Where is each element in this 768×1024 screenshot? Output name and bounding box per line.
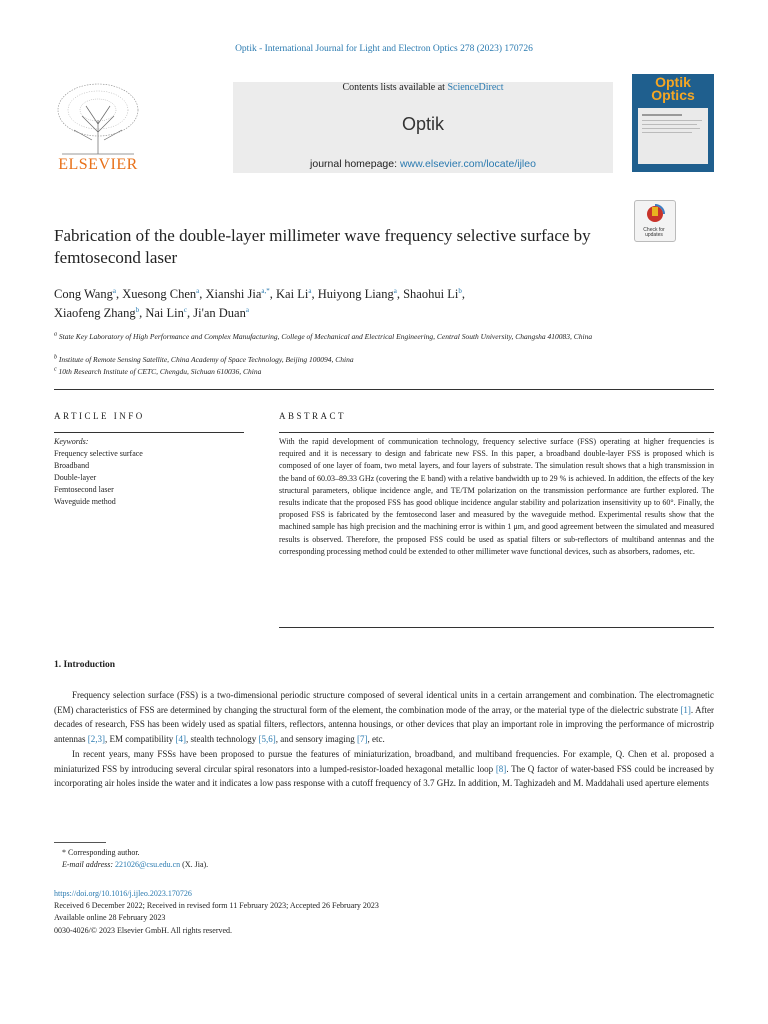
author-line-1	[54, 285, 674, 304]
footnote-rule	[54, 842, 106, 843]
article-title: Fabrication of the double-layer millimeter wave frequency selective surface by femtosecond laser	[54, 226, 591, 267]
author-name[interactable]: Kai Li	[276, 287, 309, 301]
introduction-heading: 1. Introduction	[54, 660, 116, 670]
citation-link[interactable]: [4]	[175, 734, 186, 745]
elsevier-tree-logo	[52, 80, 144, 156]
abstract-text: With the rapid development of communication technology, frequency selective surface (FSS) operating at higher frequencies is required and it is necessary to design and fabricate new FSS. In this paper, a broadband double-layer FSS is proposed which is composed of one layer of foam, two metal layers, and four layers of substrate. The simulation result shows that a high transmission in the band of 60.03–89.33 GHz (covering the E band) with a relative bandwidth up to 29 % is achieved. In addition, the effects of the key structural parameters, oblique incidence angle, and TE/TM polarization on the transmission performance are further explored. The results indicate that the proposed FSS has good oblique incidence angular stability and polarization insensitivity up to 60°. Finally, the proposed FSS is fabricated by the femtosecond laser and measured by the waveguide method. Experimental results show that the machined sample has high precision and the machining error is within 1 μm, and good agreement between the simulated and measured results is observed. Therefore, the proposed FSS could be used as spatial filters or sub-reflectors of multiband antennas and the corresponding processing method could be extended to other millimeter wave functional devices, such as absorbers, radomes, etc.	[279, 437, 714, 556]
abstract-rule	[279, 432, 714, 433]
check-label-line1: Check for	[643, 227, 665, 233]
affiliation-c	[54, 366, 614, 377]
paragraph-text: , etc.	[367, 734, 385, 745]
article-meta	[54, 888, 379, 937]
homepage-prefix: journal homepage:	[310, 158, 400, 170]
keywords-block	[54, 436, 244, 508]
author-separator: ,	[115, 287, 123, 301]
author-separator: ,	[396, 287, 404, 301]
author-affiliation-marker[interactable]: a	[393, 286, 397, 295]
author-separator: ,	[186, 306, 194, 320]
citation-link[interactable]: [5,6]	[258, 734, 276, 745]
introduction-paragraph-1	[54, 688, 714, 747]
keyword-item: Femtosecond laser	[54, 485, 114, 494]
author-name[interactable]: Ji'an Duan	[193, 306, 246, 320]
author-affiliation-marker[interactable]: a,*	[261, 286, 270, 295]
email-link[interactable]: 221026@csu.edu.cn	[115, 860, 181, 869]
keyword-item: Double-layer	[54, 473, 97, 482]
introduction-body	[54, 688, 714, 791]
author-name[interactable]: Shaohui Li	[403, 287, 459, 301]
author-line-2	[54, 304, 674, 323]
keywords-list	[54, 448, 244, 508]
affiliation-c-marker: c	[54, 366, 57, 373]
keyword-item: Broadband	[54, 461, 90, 470]
paragraph-text: . The Q factor of water-based FSS could be increased by incorporating air holes inside the water and it indicates a low pass response with a cutoff frequency of 3.7 GHz. In addition, M. Taghizadeh and M. Maddahali used aperture elements	[54, 763, 715, 789]
email-note	[62, 859, 208, 870]
author-affiliation-marker[interactable]: a	[196, 286, 200, 295]
sciencedirect-link[interactable]: ScienceDirect	[447, 82, 504, 93]
cover-title-line1: Optik	[655, 74, 691, 90]
affiliation-b-text: Institute of Remote Sensing Satellite, China Academy of Space Technology, Beijing 100094, China	[58, 355, 354, 364]
check-label-line2: updates	[645, 232, 663, 238]
email-label: E-mail address:	[62, 860, 114, 869]
author-affiliation-marker[interactable]: a	[112, 286, 116, 295]
abstract-heading: ABSTRACT	[279, 411, 347, 421]
citation-link[interactable]: [1]	[680, 704, 691, 715]
paragraph-text: , EM compatibility	[105, 734, 176, 745]
author-name[interactable]: Xuesong Chen	[122, 287, 197, 301]
paragraph-text: , and sensory imaging	[275, 734, 357, 745]
header-rule	[54, 389, 714, 390]
author-separator: ,	[139, 306, 146, 320]
running-title[interactable]: Optik - International Journal for Light and Electron Optics 278 (2023) 170726	[235, 44, 533, 54]
abstract-bottom-rule	[279, 627, 714, 628]
doi-link[interactable]: https://doi.org/10.1016/j.ijleo.2023.170726	[54, 889, 192, 898]
keyword-item: Frequency selective surface	[54, 449, 143, 458]
paragraph-text: , stealth technology	[186, 734, 259, 745]
contents-line	[233, 82, 613, 93]
affiliation-b	[54, 354, 614, 365]
author-separator: ,	[311, 287, 318, 301]
paragraph-text: . After decades of research, FSS has been widely used as spatial filters, reflectors, antenna housings, or other devices that play an important role in improving the performance of microstrip antennas	[54, 704, 714, 745]
cover-title-line2: Optics	[651, 87, 695, 103]
check-updates-icon	[635, 201, 675, 225]
received-dates: Received 6 December 2022; Received in revised form 11 February 2023; Accepted 26 February 2023	[54, 901, 379, 911]
paragraph-text: In recent years, many FSSs have been proposed to pursue the features of miniaturization, broadband, and multiband frequencies. For example, Q. Chen et al. proposed a miniaturized FSS by introducing several circular spiral resonators into a lumped-resistor-loaded hexagonal metallic loop	[54, 748, 714, 774]
copyright: 0030-4026/© 2023 Elsevier GmbH. All rights reserved.	[54, 925, 233, 935]
citation-link[interactable]: [2,3]	[87, 734, 105, 745]
author-separator: ,	[199, 287, 206, 301]
journal-homepage	[233, 158, 613, 170]
contents-prefix: Contents lists available at	[342, 82, 448, 93]
homepage-link[interactable]: www.elsevier.com/locate/ijleo	[399, 158, 536, 170]
author-list	[54, 285, 674, 323]
author-name[interactable]: Cong Wang	[54, 287, 113, 301]
author-separator: ,	[461, 287, 465, 301]
author-affiliation-marker[interactable]: a	[245, 305, 249, 314]
author-affiliation-marker[interactable]: b	[458, 286, 462, 295]
author-affiliation-marker[interactable]: b	[135, 305, 140, 314]
author-affiliation-marker[interactable]: a	[308, 286, 312, 295]
keyword-item: Waveguide method	[54, 497, 116, 506]
author-name[interactable]: Nai Lin	[145, 306, 184, 320]
journal-name: Optik	[401, 114, 444, 134]
affiliation-a	[54, 331, 614, 342]
email-suffix: (X. Jia).	[180, 860, 209, 869]
affiliation-c-text: 10th Research Institute of CETC, Chengdu, Sichuan 610036, China	[58, 367, 262, 376]
elsevier-wordmark: ELSEVIER	[58, 156, 138, 173]
cover-title	[632, 76, 714, 102]
affiliation-b-marker: b	[54, 354, 57, 361]
author-name[interactable]: Huiyong Liang	[317, 287, 394, 301]
check-for-updates-label	[634, 228, 674, 238]
citation-link[interactable]: [8]	[495, 763, 507, 774]
introduction-paragraph-2	[54, 747, 714, 791]
affiliation-a-marker: a	[54, 331, 57, 338]
author-separator: ,	[269, 287, 277, 301]
author-affiliation-marker[interactable]: c	[183, 305, 187, 314]
affiliation-a-text: State Key Laboratory of High Performance and Complex Manufacturing, College of Mechanical and Electrical Engineering, Central South University, Changsha 410083, China	[58, 332, 593, 341]
keywords-label: Keywords:	[54, 437, 89, 446]
paragraph-text: Frequency selection surface (FSS) is a two-dimensional periodic structure composed of several identical units in a certain arrangement and combination. The electromagnetic (EM) characteristics of FSS are determined by changing the structural form of the element, the combination mode of the array, or the material type of the dielectric substrate	[54, 690, 714, 715]
corresponding-author-note: * Corresponding author.	[62, 848, 140, 857]
article-info-heading: ARTICLE INFO	[54, 411, 145, 421]
citation-link[interactable]: [7]	[356, 734, 368, 745]
author-name[interactable]: Xianshi Jia	[205, 287, 262, 301]
article-info-rule	[54, 432, 244, 433]
available-online: Available online 28 February 2023	[54, 913, 166, 923]
author-name[interactable]: Xiaofeng Zhang	[54, 306, 136, 320]
